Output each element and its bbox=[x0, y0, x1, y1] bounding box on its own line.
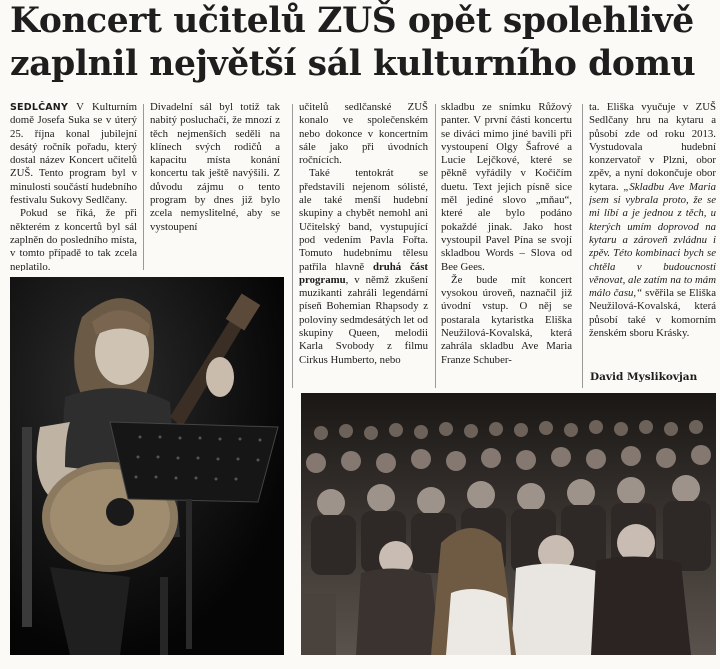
article-column-5 bbox=[589, 101, 716, 389]
bold-text: druhá část programu bbox=[299, 260, 428, 286]
column-rule bbox=[292, 104, 293, 388]
paragraph: Divadelní sál byl totiž tak nabitý posluchači, že mnozí z těch nejmenších seděli na klínech svých rodičů a kapacitu místa konání koncertu tak ještě navýšili. Z důvodu zájmu o tento program by dnes již bylo zcela nemyslitelné, aby se vystoupení bbox=[150, 101, 280, 233]
paragraph-text: V Kulturním domě Josefa Suka se v úterý 25. října konal jubilejní desátý ročník pořadu, který dostal název Koncert učitelů ZUŠ. Tento program byl v minulosti součástí hudebního festivalu Sukovy Sedlčany. bbox=[10, 101, 137, 207]
paragraph bbox=[299, 167, 428, 366]
article-column-3 bbox=[299, 101, 428, 389]
author-byline: David Myslikovjan bbox=[590, 371, 698, 383]
column-rule bbox=[435, 104, 436, 388]
paragraph: skladbu ze snímku Růžový panter. V první části koncertu se diváci mimo jiné bavili při vystoupení Olgy Šafrové a Lucie Lejčkové, které se pěkně vyřádily v Kočičím duetu. Text jejich písně sice měl jediné slovo „mňau“, které ale bylo podáno pokaždé jinak. Jako host vystoupil Pavel Pína se svojí skladbou Words – Slova od Bee Gees. bbox=[441, 101, 572, 273]
paragraph bbox=[589, 101, 716, 340]
audience-photo-illustration bbox=[301, 393, 716, 655]
article-headline bbox=[10, 0, 715, 86]
paragraph-text: , v němž zkušení muzikanti zahráli legendární píseň Bohemian Rhapsody z poloviny sedmdesátých let od skupiny Queen, melodii Karla Svobody z filmu Cirkus Humberto, nebo bbox=[299, 273, 428, 366]
column-rule bbox=[143, 104, 144, 270]
quote-text: „Skladbu Ave Maria jsem si vybrala proto, že se mi líbí a je jednou z těch, u kterých umím doprovod na kytaru a zároveň zvládnu i zpěv. Této kombinaci bych se chtěla v budoucnosti věnovat, ale zatím na to mám málo času,“ bbox=[589, 180, 716, 300]
headline-line-1: Koncert učitelů ZUŠ opět spolehlivě bbox=[10, 1, 694, 41]
paragraph: Pokud se říká, že při některém z koncertů byl sál zaplněn do posledního místa, v tomto případě to tak zcela neplatilo. bbox=[10, 207, 137, 271]
paragraph-text: svěřila se Eliška Neužilová-Kovalská, která působí také v komorním ženském sboru Krásky. bbox=[589, 287, 716, 340]
article-column-2 bbox=[150, 101, 280, 271]
guitarist-photo-illustration bbox=[10, 277, 284, 655]
paragraph: Že bude mít koncert vysokou úroveň, naznačil již úvodní vstup. O něj se postarala kytaristka Eliška Neužilová-Kovalská, která zahrála skladbu Ave Maria Franze Schuber- bbox=[441, 273, 572, 366]
paragraph bbox=[10, 101, 137, 207]
headline-line-2: zaplnil největší sál kulturního domu bbox=[10, 44, 696, 84]
audience-photo bbox=[301, 393, 716, 655]
column-rule bbox=[582, 104, 583, 388]
guitarist-photo bbox=[10, 277, 284, 655]
paragraph: učitelů sedlčanské ZUŠ konalo ve společenském nebo dokonce v koncertním sále jako při úvodních ročnících. bbox=[299, 101, 428, 167]
article-column-4 bbox=[441, 101, 572, 389]
dateline: SEDLČANY bbox=[10, 102, 69, 113]
article-column-1 bbox=[10, 101, 137, 271]
paragraph-text: ta. Eliška vyučuje v ZUŠ Sedlčany hru na kytaru a působí zde od roku 2013. Vystudovala hudební konzervatoř v Plzni, obor zpěv, a nyní dokončuje obor kytara. bbox=[589, 101, 716, 193]
paragraph-text: Také tentokrát se představili nejenom sólisté, ale také menší hudební skupiny a chybět nemohl ani Učitelský band, vystupující pod vedením Pavla Fořta. Tomuto hudebnímu tělesu patřila hlavně bbox=[299, 167, 428, 273]
